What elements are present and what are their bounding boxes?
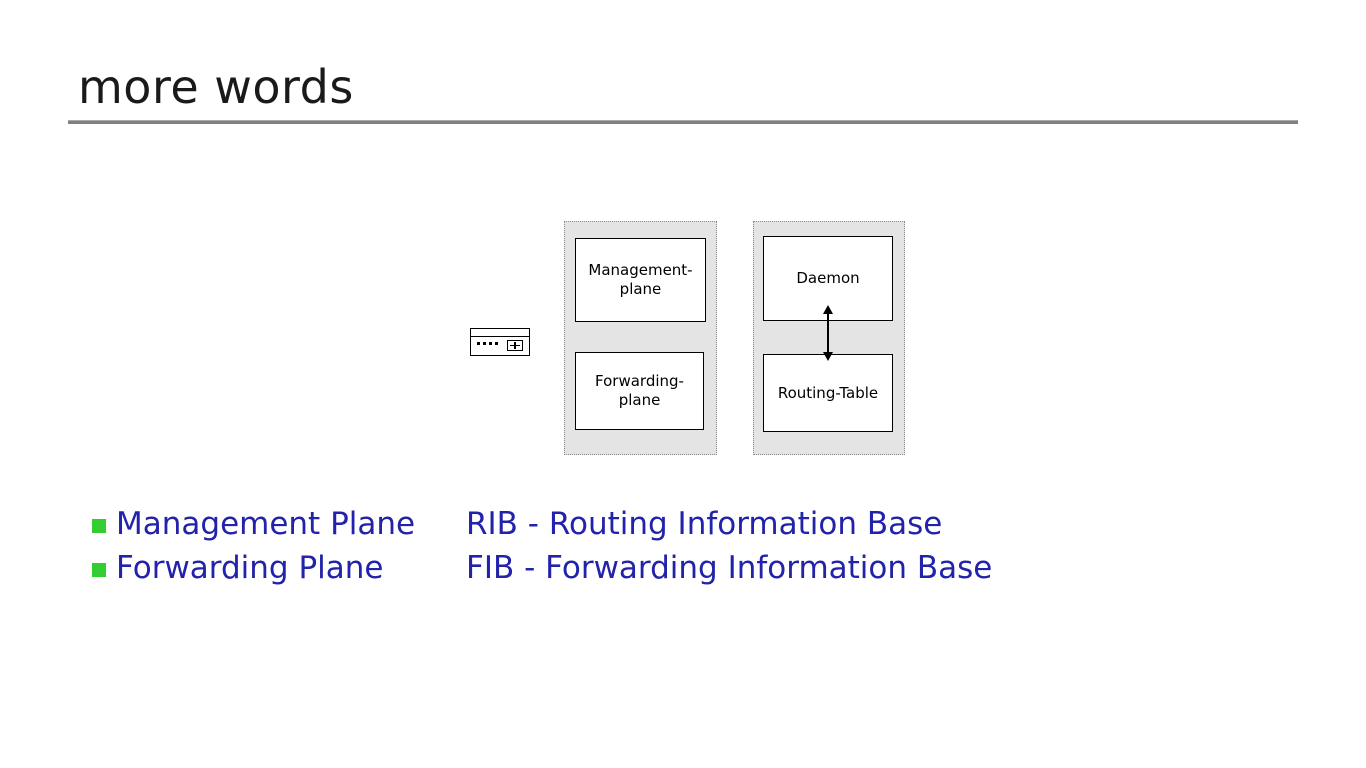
list-item (92, 505, 1292, 549)
management-plane-box (575, 238, 706, 322)
forwarding-plane-box (575, 352, 704, 430)
double-arrow-icon (827, 313, 829, 353)
list-item (92, 549, 1292, 593)
forwarding-plane-label: Forwarding- plane (595, 372, 684, 409)
router-icon-port (507, 340, 523, 351)
router-icon-leds (477, 342, 498, 345)
title-divider (68, 120, 1298, 124)
bullet-list (92, 505, 1292, 593)
router-device-icon (470, 328, 530, 356)
bullet-left-text: Forwarding Plane (116, 550, 384, 586)
bullet-left-text: Management Plane (116, 506, 416, 542)
bullet-right-text: FIB - Forwarding Information Base (466, 550, 993, 586)
management-plane-label: Management- plane (588, 261, 693, 298)
routing-table-label: Routing-Table (777, 383, 879, 402)
bullet-square-icon (92, 563, 106, 577)
bullet-square-icon (92, 519, 106, 533)
page-title: more words (78, 60, 354, 114)
router-icon-top-line (471, 336, 529, 337)
bullet-right-text: RIB - Routing Information Base (466, 506, 943, 542)
daemon-label: Daemon (796, 269, 860, 288)
routing-table-box (763, 354, 893, 432)
